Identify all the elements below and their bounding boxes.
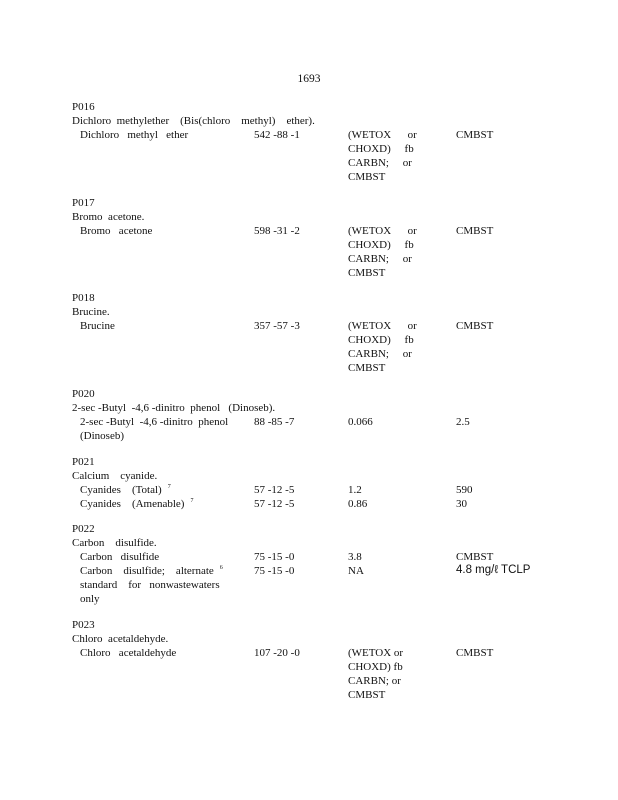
constituent-name: 2-sec -Butyl -4,6 -dinitro phenol (80, 416, 229, 428)
page-number: 1693 (297, 73, 321, 85)
constituent-name: Cyanides (Total) (80, 484, 162, 496)
constituent-name: Carbon disulfide (80, 551, 160, 563)
waste-code: P017 (72, 197, 95, 209)
nonwastewater-standard: 4.8 mg/ℓ TCLP (456, 564, 531, 576)
wastewater-standard: (WETOX or CHOXD) fb CARBN; or CMBST (348, 647, 404, 701)
entry-title: Calcium cyanide. (72, 470, 158, 482)
wastewater-standard: 0.86 (348, 498, 368, 510)
constituent-name: Cyanides (Amenable) (80, 498, 185, 510)
footnote-marker: 7 (167, 484, 171, 490)
entry-title: Dichloro methylether (Bis(chloro methyl) ether). (72, 115, 315, 127)
wastewater-standard: (WETOX or CHOXD) fb CARBN; or CMBST (348, 129, 417, 183)
waste-code: P018 (72, 292, 95, 304)
nonwastewater-standard: 30 (456, 498, 467, 510)
wastewater-standard: (WETOX or CHOXD) fb CARBN; or CMBST (348, 320, 417, 374)
nonwastewater-standard: CMBST (456, 225, 494, 237)
footnote-marker: 7 (190, 498, 194, 504)
cas-number: 357 -57 -3 (254, 320, 300, 332)
wastewater-standard: (WETOX or CHOXD) fb CARBN; or CMBST (348, 225, 417, 279)
cas-number: 75 -15 -0 (254, 565, 295, 577)
footnote-marker: 6 (219, 565, 223, 571)
nonwastewater-standard: 2.5 (456, 416, 470, 428)
constituent-name: Bromo acetone (80, 225, 153, 237)
wastewater-standard: 0.066 (348, 416, 373, 428)
cas-number: 598 -31 -2 (254, 225, 300, 237)
entry-title: Chloro acetaldehyde. (72, 633, 169, 645)
constituent-name-cont: only (80, 593, 100, 605)
nonwastewater-standard: 590 (456, 484, 473, 496)
cas-number: 57 -12 -5 (254, 484, 295, 496)
wastewater-standard: 3.8 (348, 551, 362, 563)
nonwastewater-standard: CMBST (456, 551, 494, 563)
waste-code: P023 (72, 619, 95, 631)
cas-number: 88 -85 -7 (254, 416, 295, 428)
constituent-name: Carbon disulfide; alternate (80, 565, 214, 577)
wastewater-standard: NA (348, 565, 364, 577)
nonwastewater-standard: CMBST (456, 129, 494, 141)
constituent-name: Dichloro methyl ether (80, 129, 189, 141)
waste-code: P020 (72, 388, 95, 400)
waste-code: P022 (72, 523, 95, 535)
entry-title: 2-sec -Butyl -4,6 -dinitro phenol (Dinoseb). (72, 402, 276, 414)
constituent-row (80, 497, 193, 513)
constituent-name: Brucine (80, 320, 115, 332)
entry-title: Carbon disulfide. (72, 537, 157, 549)
constituent-name-cont: standard for nonwastewaters (80, 579, 220, 591)
cas-number: 75 -15 -0 (254, 551, 295, 563)
cas-number: 57 -12 -5 (254, 498, 295, 510)
nonwastewater-standard: CMBST (456, 647, 494, 659)
nonwastewater-standard: CMBST (456, 320, 494, 332)
constituent-name-cont: (Dinoseb) (80, 430, 124, 442)
cas-number: 542 -88 -1 (254, 129, 300, 141)
entry-title: Brucine. (72, 306, 110, 318)
constituent-name: Chloro acetaldehyde (80, 647, 177, 659)
wastewater-standard: 1.2 (348, 484, 362, 496)
entry-title: Bromo acetone. (72, 211, 145, 223)
waste-code: P021 (72, 456, 95, 468)
cas-number: 107 -20 -0 (254, 647, 300, 659)
waste-code: P016 (72, 101, 95, 113)
